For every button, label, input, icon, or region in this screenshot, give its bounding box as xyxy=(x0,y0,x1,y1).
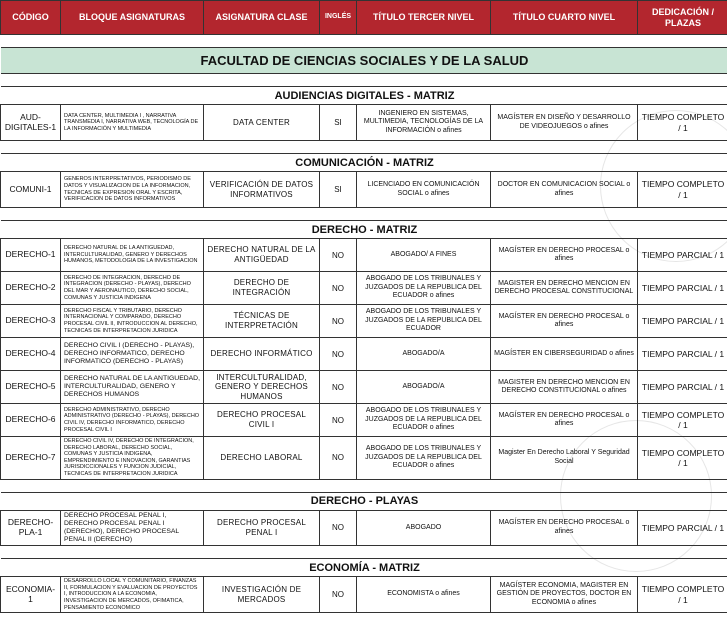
table-row xyxy=(1,371,727,404)
table-row xyxy=(1,105,727,141)
cell-tercer-nivel: ABOGADO xyxy=(357,510,491,546)
cell-ingles: SI xyxy=(320,172,357,208)
spacer-cell xyxy=(1,208,727,221)
table-row xyxy=(1,305,727,338)
cell-tercer-nivel: ECONOMISTA o afines xyxy=(357,577,491,613)
spacer-cell xyxy=(1,546,727,559)
cell-dedicacion: TIEMPO PARCIAL / 1 xyxy=(638,371,727,404)
cell-codigo: DERECHO- PLA-1 xyxy=(1,510,61,546)
table-header-row xyxy=(1,1,727,35)
cell-ingles: SI xyxy=(320,105,357,141)
cell-ingles: NO xyxy=(320,577,357,613)
cell-cuarto-nivel: MAGÍSTER EN DERECHO PROCESAL o afines xyxy=(491,404,638,437)
section-title: ECONOMÍA - MATRIZ xyxy=(1,559,727,577)
section-spacer xyxy=(1,74,727,87)
table-row xyxy=(1,404,727,437)
cell-codigo: DERECHO-3 xyxy=(1,305,61,338)
section-title: AUDIENCIAS DIGITALES - MATRIZ xyxy=(1,87,727,105)
cell-tercer-nivel: ABOGADO DE LOS TRIBUNALES Y JUZGADOS DE LA REPUBLICA DEL ECUADOR xyxy=(357,305,491,338)
section-spacer xyxy=(1,546,727,559)
table-row xyxy=(1,239,727,272)
cell-bloque: DESARROLLO LOCAL Y COMUNITARIO, FINANZAS II, FORMULACION Y EVALUACION DE PROYECTOS I, INTRODUCCION A LA ECONOMIA, INVESTIGACION DE MERCADOS, OFIMATICA, PENSAMIENTO ECONOMICO xyxy=(61,577,204,613)
header-clase: ASIGNATURA CLASE xyxy=(204,1,320,35)
cell-cuarto-nivel: DOCTOR EN COMUNICACION SOCIAL o afines xyxy=(491,172,638,208)
section-spacer xyxy=(1,208,727,221)
cell-tercer-nivel: ABOGADO DE LOS TRIBUNALES Y JUZGADOS DE LA REPUBLICA DEL ECUADOR o afines xyxy=(357,404,491,437)
cell-clase: INVESTIGACIÓN DE MERCADOS xyxy=(204,577,320,613)
section-header-row xyxy=(1,221,727,239)
cell-dedicacion: TIEMPO COMPLETO / 1 xyxy=(638,577,727,613)
cell-bloque: DATA CENTER, MULTIMEDIA I , NARRATIVA TRANSMEDIA I, NARRATIVA WEB, TECNOLOGÍA DE LA INFORMACIÓN Y MULTIMEDIA xyxy=(61,105,204,141)
cell-dedicacion: TIEMPO COMPLETO / 1 xyxy=(638,172,727,208)
cell-bloque: GENEROS INTERPRETATIVOS, PERIODISMO DE DATOS Y VISUALIZACION DE LA INFORMACION, TECNICAS DE EXPRESION ORAL Y ESCRITA, VERIFICACION DE DATOS INFORMATIVOS xyxy=(61,172,204,208)
cell-ingles: NO xyxy=(320,338,357,371)
header-tercer-nivel: TÍTULO TERCER NIVEL xyxy=(357,1,491,35)
cell-bloque: DERECHO DE INTEGRACION, DERECHO DE INTEGRACION (DERECHO - PLAYAS), DERECHO DEL MAR Y AERONAUTICO, DERECHO SOCIAL, COMUNAS Y JUSTICIA INDIGENA xyxy=(61,272,204,305)
cell-codigo: DERECHO-1 xyxy=(1,239,61,272)
table-row xyxy=(1,510,727,546)
cell-bloque: DERECHO ADMINISTRATIVO, DERECHO ADMINISTRATIVO (DERECHO - PLAYAS), DERECHO CIVIL IV, DERECHO INFORMATICO, DERECHO PROCESAL CIVIL I xyxy=(61,404,204,437)
header-cuarto-nivel: TÍTULO CUARTO NIVEL xyxy=(491,1,638,35)
header-codigo: CÓDIGO xyxy=(1,1,61,35)
cell-codigo: DERECHO-7 xyxy=(1,437,61,480)
cell-codigo: ECONOMIA-1 xyxy=(1,577,61,613)
cell-cuarto-nivel: MAGÍSTER EN DERECHO PROCESAL o afines xyxy=(491,510,638,546)
cell-cuarto-nivel: MAGÍSTER ECONOMIA, MAGISTER EN GESTIÓN DE PROYECTOS, DOCTOR EN ECONOMIA o afines xyxy=(491,577,638,613)
spacer-cell xyxy=(1,479,727,492)
cell-clase: DERECHO DE INTEGRACIÓN xyxy=(204,272,320,305)
cell-dedicacion: TIEMPO PARCIAL / 1 xyxy=(638,305,727,338)
cell-tercer-nivel: ABOGADO DE LOS TRIBUNALES Y JUZGADOS DE LA REPUBLICA DEL ECUADOR o afines xyxy=(357,437,491,480)
cell-dedicacion: TIEMPO COMPLETO / 1 xyxy=(638,437,727,480)
cell-clase: TÉCNICAS DE INTERPRETACIÓN xyxy=(204,305,320,338)
table-row xyxy=(1,172,727,208)
cell-codigo: DERECHO-4 xyxy=(1,338,61,371)
section-header-row xyxy=(1,154,727,172)
cell-tercer-nivel: INGENIERO EN SISTEMAS, MULTIMEDIA, TECNOLOGÍAS DE LA INFORMACIÓN o afines xyxy=(357,105,491,141)
section-title: DERECHO - PLAYAS xyxy=(1,492,727,510)
cell-cuarto-nivel: MAGISTER EN DERECHO MENCION EN DERECHO PROCESAL CONSTITUCIONAL xyxy=(491,272,638,305)
table-row xyxy=(1,338,727,371)
cell-cuarto-nivel: MAGÍSTER EN DERECHO PROCESAL o afines xyxy=(491,239,638,272)
table-row xyxy=(1,272,727,305)
cell-dedicacion: TIEMPO PARCIAL / 1 xyxy=(638,272,727,305)
cell-clase: DERECHO INFORMÁTICO xyxy=(204,338,320,371)
cell-bloque: DERECHO CIVIL I (DERECHO - PLAYAS), DERECHO INFORMATICO, DERECHO INFORMATICO (DERECHO - PLAYAS) xyxy=(61,338,204,371)
cell-ingles: NO xyxy=(320,404,357,437)
cell-tercer-nivel: ABOGADO/A xyxy=(357,338,491,371)
cell-codigo: DERECHO-2 xyxy=(1,272,61,305)
cell-bloque: DERECHO NATURAL DE LA ANTIGUEDAD, INTERCULTURALIDAD, GENERO Y DERECHOS HUMANOS xyxy=(61,371,204,404)
cell-clase: DERECHO PROCESAL CIVIL I xyxy=(204,404,320,437)
section-header-row xyxy=(1,87,727,105)
cell-clase: DERECHO NATURAL DE LA ANTIGÜEDAD xyxy=(204,239,320,272)
cell-tercer-nivel: ABOGADO/A xyxy=(357,371,491,404)
cell-cuarto-nivel: Magister En Derecho Laboral Y Seguridad Social xyxy=(491,437,638,480)
cell-codigo: AUD- DIGITALES-1 xyxy=(1,105,61,141)
section-header-row xyxy=(1,559,727,577)
cell-codigo: DERECHO-6 xyxy=(1,404,61,437)
faculty-row xyxy=(1,48,727,74)
cell-bloque: DERECHO NATURAL DE LA ANTIGUEDAD, INTERCULTURALIDAD, GENERO Y DERECHOS HUMANOS, METODOLOGIA DE LA INVESTIGACION xyxy=(61,239,204,272)
cell-tercer-nivel: ABOGADO DE LOS TRIBUNALES Y JUZGADOS DE LA REPUBLICA DEL ECUADOR o afines xyxy=(357,272,491,305)
header-dedicacion: DEDICACIÓN / PLAZAS xyxy=(638,1,727,35)
cell-ingles: NO xyxy=(320,239,357,272)
spacer-cell xyxy=(1,141,727,154)
cell-dedicacion: TIEMPO COMPLETO / 1 xyxy=(638,404,727,437)
cell-ingles: NO xyxy=(320,437,357,480)
header-bloque: BLOQUE ASIGNATURAS xyxy=(61,1,204,35)
cell-clase: DERECHO LABORAL xyxy=(204,437,320,480)
section-title: DERECHO - MATRIZ xyxy=(1,221,727,239)
cell-bloque: DERECHO PROCESAL PENAL I, DERECHO PROCESAL PENAL I (DERECHO), DERECHO PROCESAL PENAL II (DERECHO) xyxy=(61,510,204,546)
cell-dedicacion: TIEMPO PARCIAL / 1 xyxy=(638,239,727,272)
cell-bloque: DERECHO FISCAL Y TRIBUTARIO, DERECHO INTERNACIONAL Y COMPARADO, DERECHO PROCESAL CIVIL II, INTRODUCCION AL DERECHO, TECNICAS DE INTERPRETACION JURIDICA xyxy=(61,305,204,338)
section-title: COMUNICACIÓN - MATRIZ xyxy=(1,154,727,172)
cell-cuarto-nivel: MAGISTER EN DERECHO MENCION EN DERECHO CONSTITUCIONAL o afines xyxy=(491,371,638,404)
cell-cuarto-nivel: MAGÍSTER EN CIBERSEGURIDAD o afines xyxy=(491,338,638,371)
cell-dedicacion: TIEMPO PARCIAL / 1 xyxy=(638,338,727,371)
faculty-title: FACULTAD DE CIENCIAS SOCIALES Y DE LA SALUD xyxy=(1,48,727,74)
cell-ingles: NO xyxy=(320,371,357,404)
cell-bloque: DERECHO CIVIL IV, DERECHO DE INTEGRACION, DERECHO LABORAL, DERECHO SOCIAL, COMUNAS Y JUSTICIA INDIGENA, EMPRENDIMIENTO E INNOVACION, GARANTIAS JURISDICCIONALES Y FUNCION JUDICIAL, TECNICAS DE INTERPRETACION JURIDICA xyxy=(61,437,204,480)
table-row xyxy=(1,437,727,480)
cell-ingles: NO xyxy=(320,272,357,305)
cell-cuarto-nivel: MAGÍSTER EN DISEÑO Y DESARROLLO DE VIDEOJUEGOS o afines xyxy=(491,105,638,141)
cell-clase: VERIFICACIÓN DE DATOS INFORMATIVOS xyxy=(204,172,320,208)
section-spacer xyxy=(1,141,727,154)
cell-tercer-nivel: ABOGADO/ A FINES xyxy=(357,239,491,272)
cell-cuarto-nivel: MAGÍSTER EN DERECHO PROCESAL o afines xyxy=(491,305,638,338)
cell-clase: DATA CENTER xyxy=(204,105,320,141)
cell-dedicacion: TIEMPO PARCIAL / 1 xyxy=(638,510,727,546)
cell-codigo: DERECHO-5 xyxy=(1,371,61,404)
cell-clase: INTERCULTURALIDAD, GENERO Y DERECHOS HUMANOS xyxy=(204,371,320,404)
section-header-row xyxy=(1,492,727,510)
cell-codigo: COMUNI-1 xyxy=(1,172,61,208)
cell-ingles: NO xyxy=(320,305,357,338)
cell-tercer-nivel: LICENCIADO EN COMUNICACIÓN SOCIAL o afines xyxy=(357,172,491,208)
spacer-cell xyxy=(1,74,727,87)
section-spacer xyxy=(1,479,727,492)
cell-ingles: NO xyxy=(320,510,357,546)
table-row xyxy=(1,577,727,613)
header-ingles: INGLÉS xyxy=(320,1,357,35)
cell-clase: DERECHO PROCESAL PENAL I xyxy=(204,510,320,546)
cell-dedicacion: TIEMPO COMPLETO / 1 xyxy=(638,105,727,141)
